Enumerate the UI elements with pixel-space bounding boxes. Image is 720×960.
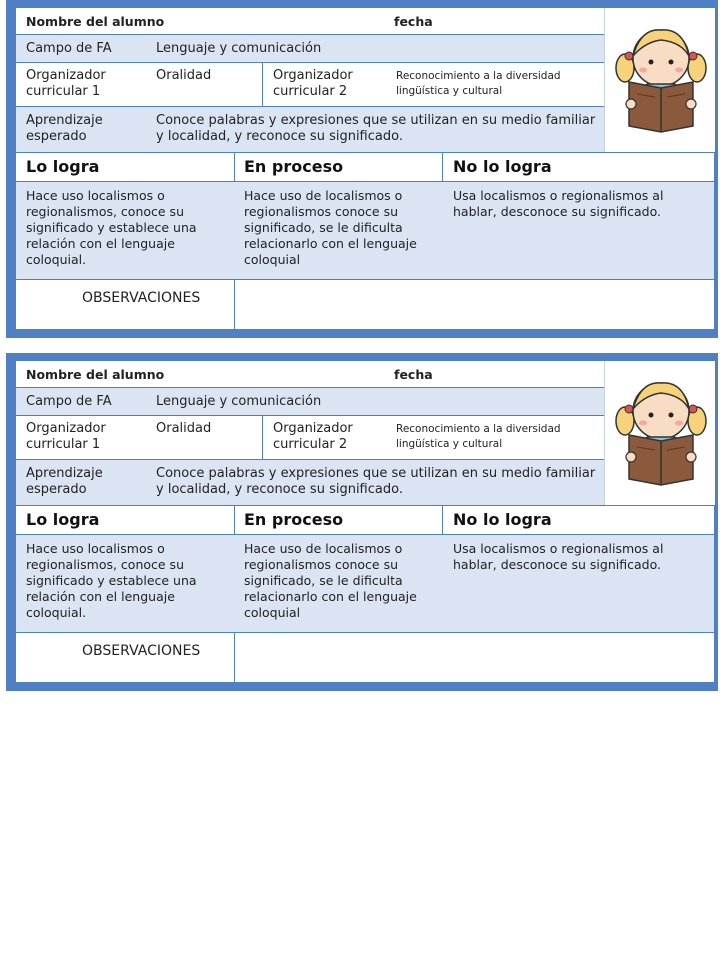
header-lo-logra: Lo logra bbox=[26, 510, 100, 529]
header-no-lo-logra: No lo logra bbox=[453, 510, 552, 529]
org1-label: Organizador curricular 1 bbox=[26, 421, 106, 452]
date-label: fecha bbox=[394, 14, 433, 29]
org2-label: Organizador curricular 2 bbox=[273, 421, 353, 452]
observaciones-divider bbox=[234, 280, 235, 329]
evaluation-card bbox=[6, 353, 718, 691]
girl-reading-book-icon bbox=[611, 371, 711, 491]
org2-label: Organizador curricular 2 bbox=[273, 68, 353, 99]
student-name-label: Nombre del alumno bbox=[26, 14, 165, 29]
organizador-row bbox=[16, 416, 604, 460]
observaciones-label: OBSERVACIONES bbox=[82, 290, 201, 306]
observaciones-divider bbox=[234, 633, 235, 682]
observaciones-row bbox=[16, 633, 714, 682]
student-name-label: Nombre del alumno bbox=[26, 367, 165, 382]
aprendizaje-row bbox=[16, 107, 604, 152]
campo-row bbox=[16, 35, 604, 63]
descriptor-lo-logra: Hace uso localismos o regionalismos, conoce su significado y establece una relación con el lenguaje coloquial. bbox=[26, 188, 197, 267]
campo-label: Campo de FA bbox=[26, 41, 112, 56]
rubric-descriptor-row bbox=[16, 182, 714, 280]
header-en-proceso: En proceso bbox=[244, 157, 344, 176]
aprendizaje-label: Aprendizaje esperado bbox=[26, 113, 103, 144]
rubric-descriptor-row bbox=[16, 535, 714, 633]
aprendizaje-row bbox=[16, 460, 604, 505]
header-no-lo-logra: No lo logra bbox=[453, 157, 552, 176]
campo-value: Lenguaje y comunicación bbox=[156, 41, 322, 56]
aprendizaje-value: Conoce palabras y expresiones que se utilizan en su medio familiar y localidad, y reconoce su significado. bbox=[156, 113, 596, 144]
org2-value: Reconocimiento a la diversidad lingüística y cultural bbox=[396, 423, 561, 450]
campo-row bbox=[16, 388, 604, 416]
descriptor-no-lo-logra: Usa localismos o regionalismos al hablar, desconoce su significado. bbox=[453, 188, 664, 219]
descriptor-no-lo-logra: Usa localismos o regionalismos al hablar, desconoce su significado. bbox=[453, 541, 664, 572]
org1-label: Organizador curricular 1 bbox=[26, 68, 106, 99]
campo-value: Lenguaje y comunicación bbox=[156, 394, 322, 409]
aprendizaje-value: Conoce palabras y expresiones que se utilizan en su medio familiar y localidad, y reconoce su significado. bbox=[156, 466, 596, 497]
card-inner bbox=[16, 361, 714, 682]
org1-value: Oralidad bbox=[156, 421, 212, 436]
org-divider bbox=[262, 63, 263, 107]
org-divider bbox=[262, 416, 263, 460]
rubric-header-row bbox=[16, 505, 714, 535]
student-row bbox=[16, 8, 604, 35]
girl-reading-book-icon bbox=[611, 18, 711, 138]
observaciones-row bbox=[16, 280, 714, 329]
descriptor-en-proceso: Hace uso de localismos o regionalismos conoce su significado, se le dificulta relacionarlo con el lenguaje coloquial bbox=[244, 188, 417, 267]
org2-value: Reconocimiento a la diversidad lingüística y cultural bbox=[396, 70, 561, 97]
aprendizaje-label: Aprendizaje esperado bbox=[26, 466, 103, 497]
descriptor-en-proceso: Hace uso de localismos o regionalismos conoce su significado, se le dificulta relacionarlo con el lenguaje coloquial bbox=[244, 541, 417, 620]
evaluation-card bbox=[6, 0, 718, 338]
header-en-proceso: En proceso bbox=[244, 510, 344, 529]
card-inner bbox=[16, 8, 714, 329]
illustration-box bbox=[604, 8, 715, 152]
header-lo-logra: Lo logra bbox=[26, 157, 100, 176]
date-label: fecha bbox=[394, 367, 433, 382]
descriptor-lo-logra: Hace uso localismos o regionalismos, conoce su significado y establece una relación con el lenguaje coloquial. bbox=[26, 541, 197, 620]
campo-label: Campo de FA bbox=[26, 394, 112, 409]
org1-value: Oralidad bbox=[156, 68, 212, 83]
organizador-row bbox=[16, 63, 604, 107]
student-row bbox=[16, 361, 604, 388]
illustration-box bbox=[604, 361, 715, 505]
rubric-header-row bbox=[16, 152, 714, 182]
observaciones-label: OBSERVACIONES bbox=[82, 643, 201, 659]
